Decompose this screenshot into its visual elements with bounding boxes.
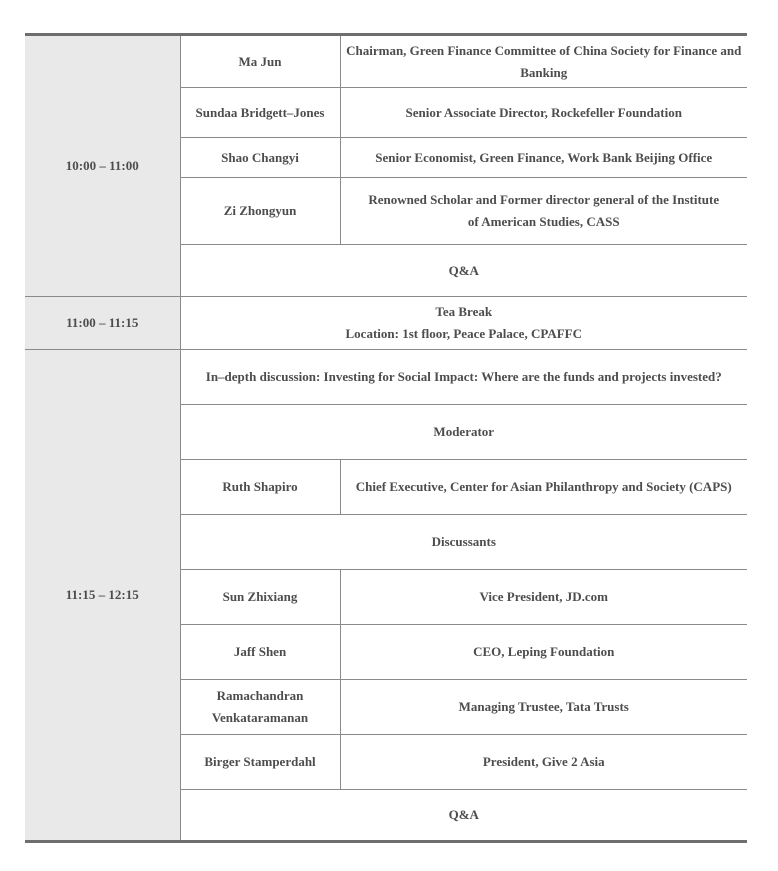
speaker-name: Ruth Shapiro [180,460,340,515]
discussion-title: In–depth discussion: Investing for Social Impact: Where are the funds and projects invested? [180,350,747,405]
table-row [25,35,747,88]
session-time: 11:00 – 11:15 [25,297,180,350]
speaker-name: Zi Zhongyun [180,178,340,245]
speaker-name: Ma Jun [180,35,340,88]
speaker-title: CEO, Leping Foundation [340,625,747,680]
speaker-title: Managing Trustee, Tata Trusts [340,680,747,735]
speaker-title: Senior Economist, Green Finance, Work Bank Beijing Office [340,138,747,178]
speaker-name [180,680,340,735]
qa-label: Q&A [180,790,747,842]
speaker-title: Chairman, Green Finance Committee of China Society for Finance and Banking [340,35,747,88]
speaker-title: Senior Associate Director, Rockefeller Foundation [340,88,747,138]
discussants-label: Discussants [180,515,747,570]
table-row [25,297,747,350]
session-time: 11:15 – 12:15 [25,350,180,842]
speaker-name: Sun Zhixiang [180,570,340,625]
speaker-title: Chief Executive, Center for Asian Philanthropy and Society (CAPS) [340,460,747,515]
qa-label: Q&A [180,245,747,297]
speaker-name: Sundaa Bridgett–Jones [180,88,340,138]
speaker-name: Shao Changyi [180,138,340,178]
speaker-name-line: Ramachandran [216,688,304,703]
tea-break-cell [180,297,747,350]
moderator-label: Moderator [180,405,747,460]
speaker-name-line: Venkataramanan [211,710,309,725]
break-location: Location: 1st floor, Peace Palace, CPAFFC [345,326,582,341]
break-title: Tea Break [435,304,493,319]
speaker-name: Birger Stamperdahl [180,735,340,790]
session-time: 10:00 – 11:00 [25,35,180,297]
speaker-title-line: Renowned Scholar and Former director general of the Institute [368,192,720,207]
speaker-title-line: of American Studies, CASS [467,214,620,229]
speaker-title [340,178,747,245]
agenda-table [25,33,747,843]
speaker-title: President, Give 2 Asia [340,735,747,790]
speaker-name: Jaff Shen [180,625,340,680]
table-row [25,350,747,405]
speaker-title: Vice President, JD.com [340,570,747,625]
